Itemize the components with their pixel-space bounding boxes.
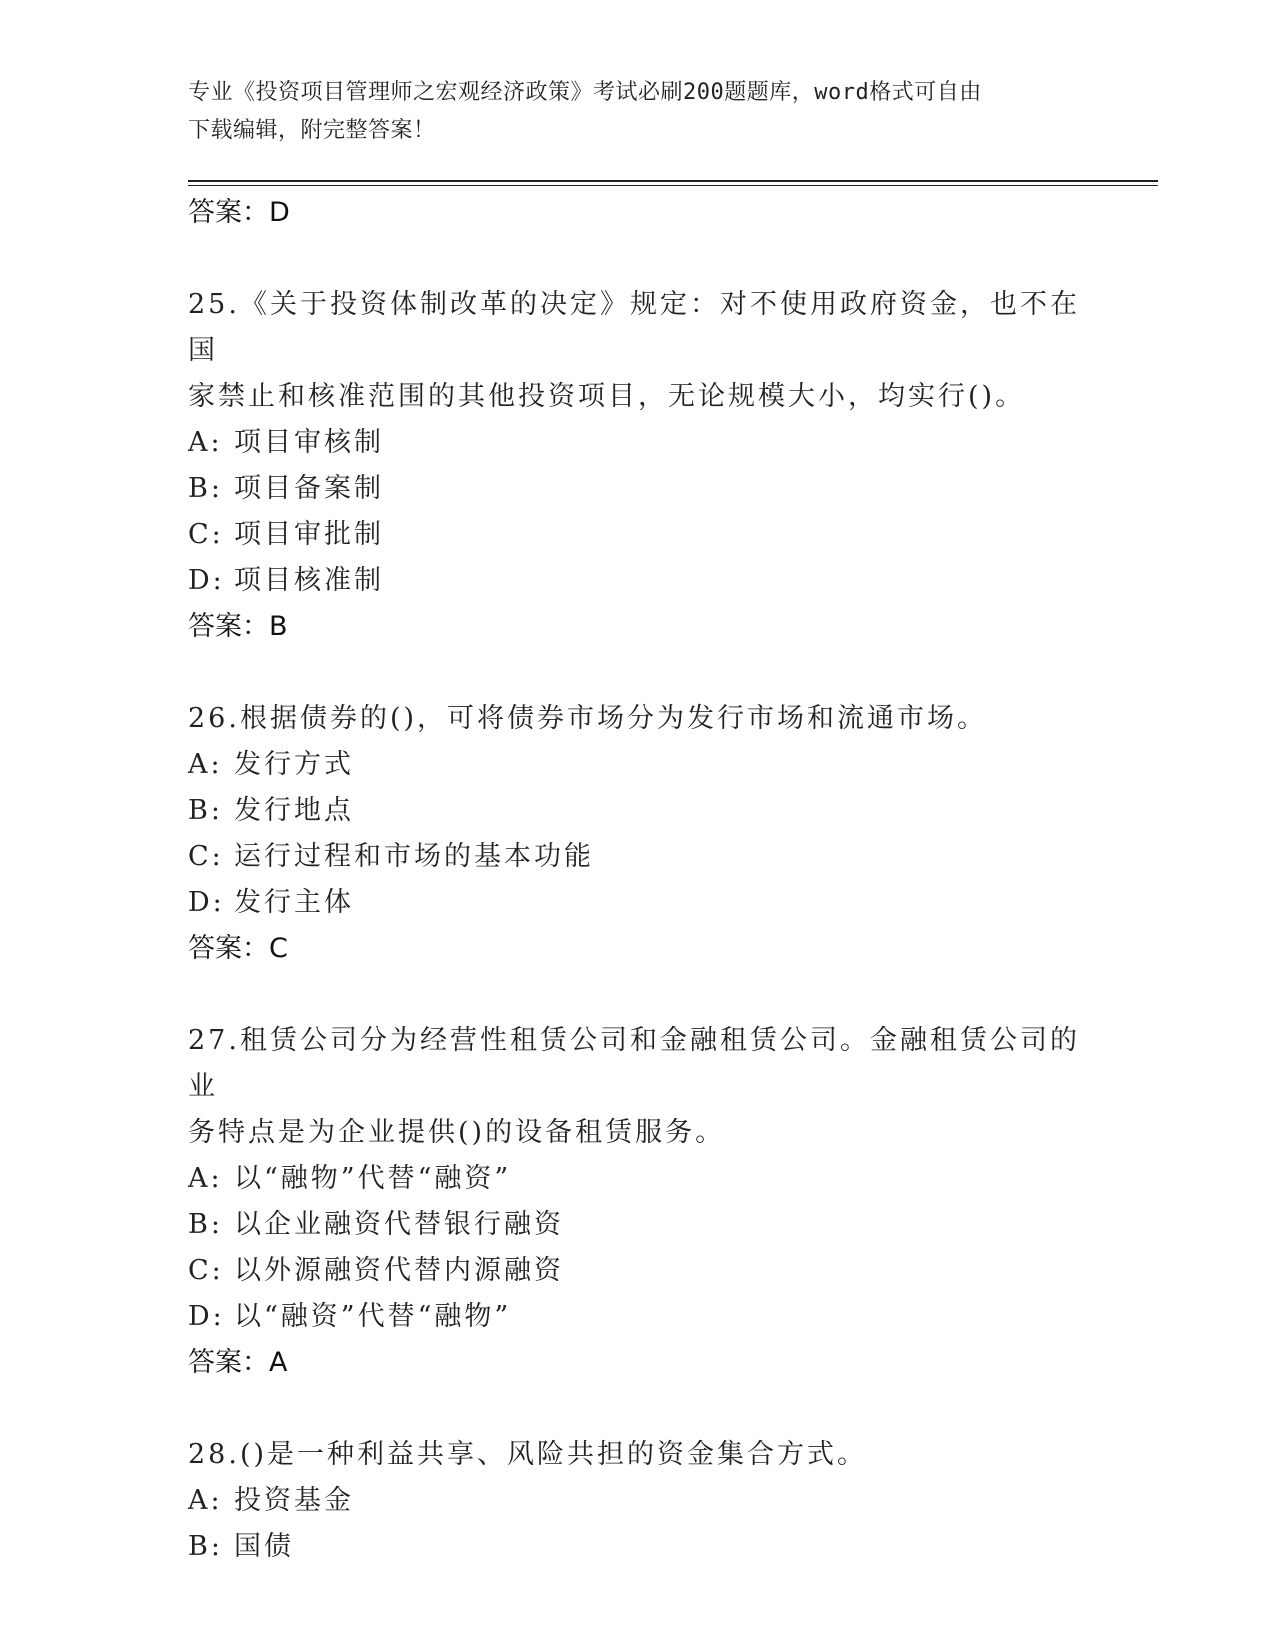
option-text: 发行方式	[234, 749, 354, 780]
question-text: 28.()是一种利益共享、风险共担的资金集合方式。	[188, 1439, 868, 1470]
answer-line: 答案：D	[188, 197, 290, 228]
question-text-continued: 务特点是为企业提供()的设备租赁服务。	[188, 1117, 726, 1148]
option-c	[188, 1248, 1088, 1294]
option-text: 发行主体	[234, 887, 354, 918]
option-letter: C:	[188, 841, 224, 872]
question-text: 25.《关于投资体制改革的决定》规定：对不使用政府资金，也不在国	[188, 289, 1080, 366]
header-line-1: 专业《投资项目管理师之宏观经济政策》考试必刷200题题库，word格式可自由	[188, 80, 982, 105]
option-letter: D:	[188, 1301, 225, 1332]
option-b	[188, 1524, 1088, 1570]
question-27	[188, 1018, 1088, 1386]
option-letter: A:	[188, 427, 223, 458]
option-a	[188, 1156, 1088, 1202]
option-letter: B:	[188, 1531, 223, 1562]
option-letter: A:	[188, 1485, 223, 1516]
option-letter: A:	[188, 1163, 223, 1194]
question-text: 26.根据债券的()，可将债券市场分为发行市场和流通市场。	[188, 703, 988, 734]
option-letter: B:	[188, 473, 223, 504]
option-d	[188, 558, 1088, 604]
option-b	[188, 1202, 1088, 1248]
option-text: 以“融物”代替“融资”	[234, 1163, 512, 1194]
option-text: 国债	[234, 1531, 294, 1562]
header-line-2: 下载编辑，附完整答案！	[188, 118, 436, 143]
option-text: 以企业融资代替银行融资	[234, 1209, 564, 1240]
option-a	[188, 1478, 1088, 1524]
option-text: 运行过程和市场的基本功能	[234, 841, 594, 872]
document-header	[188, 74, 1088, 150]
option-a	[188, 742, 1088, 788]
option-letter: D:	[188, 887, 225, 918]
question-text: 27.租赁公司分为经营性租赁公司和金融租赁公司。金融租赁公司的业	[188, 1025, 1080, 1102]
option-text: 项目审批制	[234, 519, 384, 550]
option-text: 以外源融资代替内源融资	[234, 1255, 564, 1286]
question-28	[188, 1432, 1088, 1570]
option-text: 投资基金	[234, 1485, 354, 1516]
option-text: 发行地点	[234, 795, 354, 826]
option-letter: C:	[188, 519, 224, 550]
option-c	[188, 834, 1088, 880]
option-d	[188, 880, 1088, 926]
option-letter: B:	[188, 795, 223, 826]
option-letter: D:	[188, 565, 225, 596]
option-a	[188, 420, 1088, 466]
document-body	[188, 190, 1088, 1570]
question-text-continued: 家禁止和核准范围的其他投资项目，无论规模大小，均实行()。	[188, 381, 1026, 412]
header-divider-thick	[188, 180, 1158, 182]
header-divider-thin	[188, 185, 1158, 186]
option-b	[188, 466, 1088, 512]
option-b	[188, 788, 1088, 834]
option-text: 项目核准制	[234, 565, 384, 596]
option-letter: B:	[188, 1209, 223, 1240]
option-letter: C:	[188, 1255, 224, 1286]
answer-line: 答案：B	[188, 611, 288, 642]
answer-line: 答案：C	[188, 933, 288, 964]
option-text: 以“融资”代替“融物”	[234, 1301, 512, 1332]
option-text: 项目审核制	[234, 427, 384, 458]
option-text: 项目备案制	[234, 473, 384, 504]
option-letter: A:	[188, 749, 223, 780]
option-c	[188, 512, 1088, 558]
answer-line: 答案：A	[188, 1347, 288, 1378]
question-26	[188, 696, 1088, 972]
question-25	[188, 282, 1088, 650]
option-d	[188, 1294, 1088, 1340]
